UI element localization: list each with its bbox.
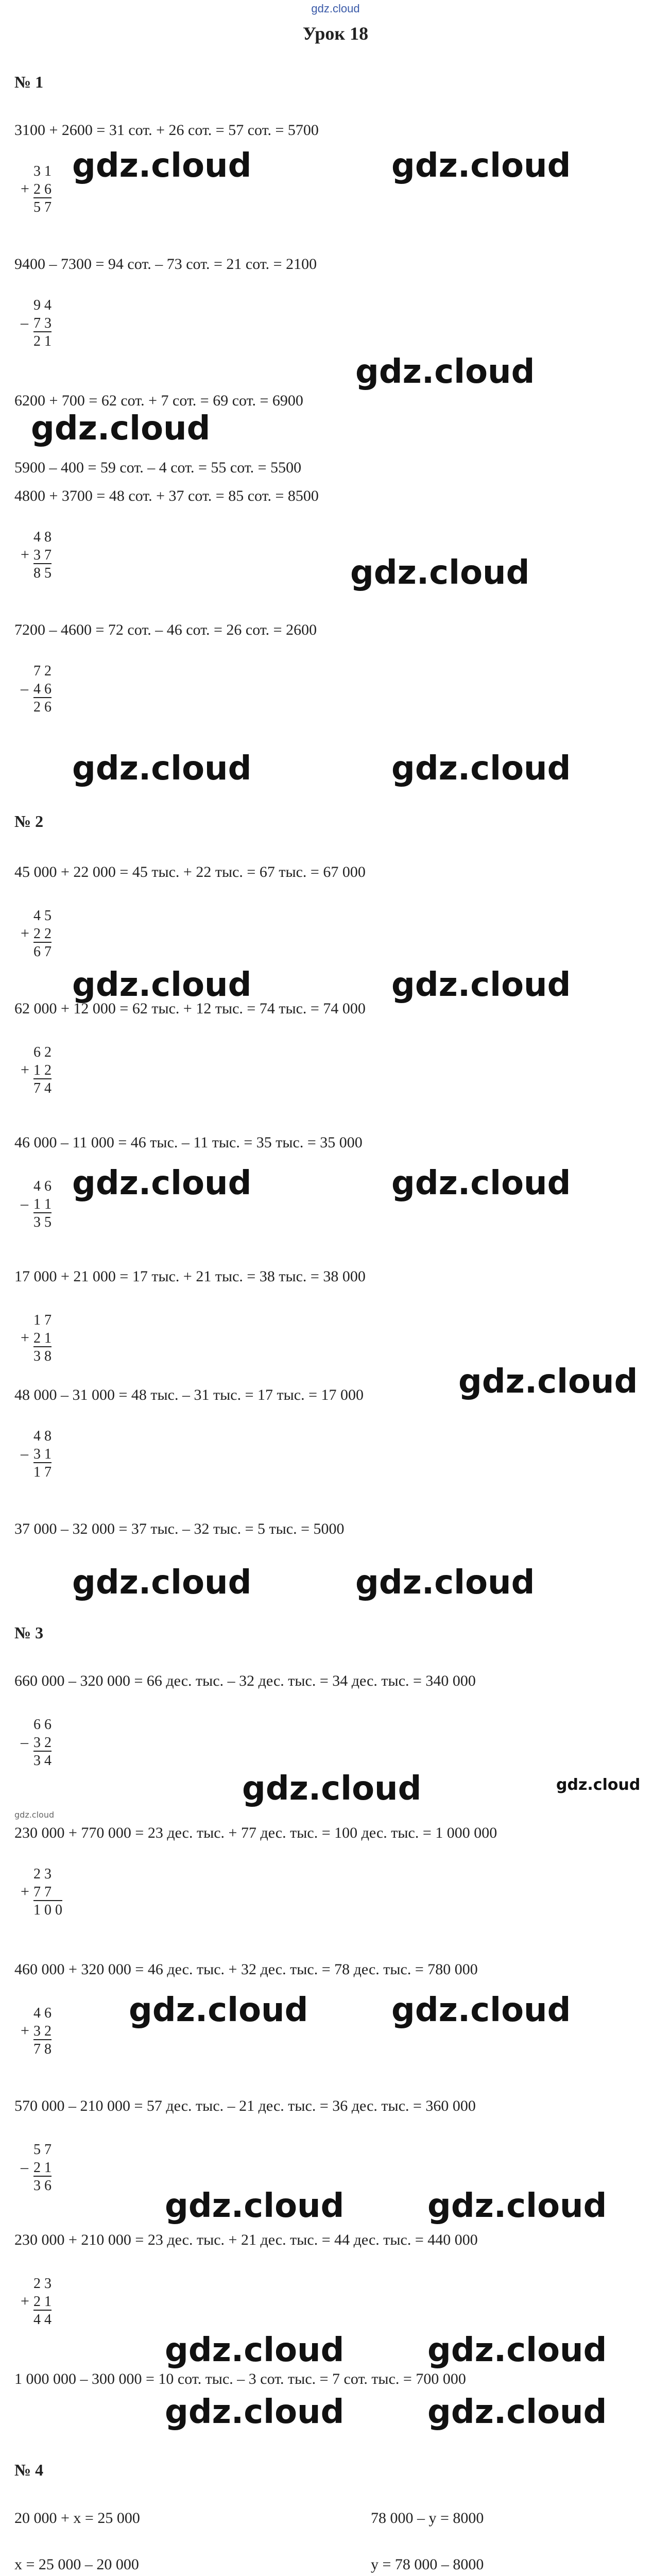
column-calc-1: 4 5 2 2 6 7 — [33, 908, 51, 960]
task-2-expr-2: 62 000 + 12 000 = 62 тыс. + 12 тыс. = 74 тыс. = 74 000 — [14, 1000, 366, 1017]
task-1-expr-5: 4800 + 3700 = 48 сот. + 37 сот. = 85 сот. = 8500 — [14, 487, 319, 504]
task-1-expr-6: 7200 – 4600 = 72 сот. – 46 сот. = 26 сот. = 2600 — [14, 621, 317, 638]
task-2-expr-3: 46 000 – 11 000 = 46 тыс. – 11 тыс. = 35 тыс. = 35 000 — [14, 1134, 363, 1151]
task-1-expr-2: 9400 – 7300 = 94 сот. – 73 сот. = 21 сот. = 2100 — [14, 256, 317, 273]
task-2-expr-4: 17 000 + 21 000 = 17 тыс. + 21 тыс. = 38 тыс. = 38 000 — [14, 1268, 366, 1285]
watermark: gdz.cloud — [355, 353, 535, 391]
watermark: gdz.cloud — [242, 1770, 422, 1808]
watermark: gdz.cloud — [556, 1776, 641, 1794]
col-op: + — [21, 1883, 29, 1900]
column-calc-2: 6 2 1 2 7 4 — [33, 1044, 51, 1096]
column-calc-6: 7 2 4 6 2 6 — [33, 663, 51, 715]
task-3-expr-5: 230 000 + 210 000 = 23 дес. тыс. + 21 дес. тыс. = 44 дес. тыс. = 440 000 — [14, 2231, 478, 2248]
column-calc-5: 4 8 3 7 8 5 — [33, 529, 51, 581]
watermark: gdz.cloud — [355, 1564, 535, 1602]
task-3-title: № 3 — [14, 1623, 44, 1642]
col-op: + — [21, 546, 29, 563]
column-calc-3: 4 6 3 2 7 8 — [33, 2005, 51, 2057]
watermark: gdz.cloud — [391, 1991, 571, 2029]
column-calc-1: 6 6 3 2 3 4 — [33, 1717, 51, 1769]
watermark: gdz.cloud — [391, 1164, 571, 1202]
watermark: gdz.cloud — [72, 147, 252, 185]
eq-L1-line-1: 20 000 + x = 25 000 — [14, 2510, 140, 2527]
col-op: – — [21, 1195, 28, 1212]
watermark: gdz.cloud — [72, 750, 252, 788]
task-2-expr-5: 48 000 – 31 000 = 48 тыс. – 31 тыс. = 17 тыс. = 17 000 — [14, 1386, 364, 1403]
task-1-expr-1: 3100 + 2600 = 31 сот. + 26 сот. = 57 сот. = 5700 — [14, 122, 319, 139]
column-calc-3: 4 6 1 1 3 5 — [33, 1178, 51, 1230]
watermark: gdz.cloud — [391, 147, 571, 185]
watermark: gdz.cloud — [14, 1810, 55, 1820]
task-3-expr-4: 570 000 – 210 000 = 57 дес. тыс. – 21 дес. тыс. = 36 дес. тыс. = 360 000 — [14, 2097, 476, 2114]
watermark: gdz.cloud — [427, 2393, 607, 2431]
col-op: – — [21, 2159, 28, 2176]
watermark: gdz.cloud — [427, 2331, 607, 2369]
lesson-title: Урок 18 — [302, 23, 369, 44]
watermark: gdz.cloud — [72, 1164, 252, 1202]
watermark: gdz.cloud — [391, 966, 571, 1004]
col-op: – — [21, 314, 28, 331]
column-calc-2: 9 4 7 3 2 1 — [33, 297, 51, 349]
column-calc-5: 2 3 2 1 4 4 — [33, 2276, 51, 2328]
column-calc-2: 2 3 7 7 1 0 0 — [33, 1866, 62, 1918]
watermark: gdz.cloud — [31, 410, 211, 448]
task-3-expr-1: 660 000 – 320 000 = 66 дес. тыс. – 32 дес. тыс. = 34 дес. тыс. = 340 000 — [14, 1672, 476, 1689]
site-header-link[interactable]: gdz.cloud — [311, 2, 360, 15]
watermark: gdz.cloud — [129, 1991, 308, 2029]
task-3-expr-2: 230 000 + 770 000 = 23 дес. тыс. + 77 дес. тыс. = 100 дес. тыс. = 1 000 000 — [14, 1824, 497, 1841]
watermark: gdz.cloud — [350, 554, 530, 592]
eq-R1-line-1: 78 000 – y = 8000 — [371, 2510, 484, 2527]
column-calc-1: 3 1 2 6 5 7 — [33, 163, 51, 215]
col-op: + — [21, 180, 29, 197]
task-1-expr-3: 6200 + 700 = 62 сот. + 7 сот. = 69 сот. = 6900 — [14, 392, 303, 409]
watermark: gdz.cloud — [72, 966, 252, 1004]
eq-R1-line-2: y = 78 000 – 8000 — [371, 2556, 484, 2573]
col-op: + — [21, 925, 29, 942]
eq-L1-line-2: x = 25 000 – 20 000 — [14, 2556, 139, 2573]
task-2-title: № 2 — [14, 812, 44, 831]
col-op: – — [21, 1445, 28, 1462]
watermark: gdz.cloud — [165, 2393, 345, 2431]
task-1-title: № 1 — [14, 73, 44, 91]
col-op: + — [21, 1061, 29, 1078]
task-3-expr-3: 460 000 + 320 000 = 46 дес. тыс. + 32 дес. тыс. = 78 дес. тыс. = 780 000 — [14, 1961, 478, 1978]
watermark: gdz.cloud — [165, 2187, 345, 2225]
task-2-expr-1: 45 000 + 22 000 = 45 тыс. + 22 тыс. = 67 тыс. = 67 000 — [14, 863, 366, 880]
column-calc-4: 5 7 2 1 3 6 — [33, 2142, 51, 2194]
task-1-expr-4: 5900 – 400 = 59 сот. – 4 сот. = 55 сот. = 5500 — [14, 459, 302, 476]
task-3-expr-6: 1 000 000 – 300 000 = 10 сот. тыс. – 3 сот. тыс. = 7 сот. тыс. = 700 000 — [14, 2370, 466, 2387]
watermark: gdz.cloud — [72, 1564, 252, 1602]
task-4-title: № 4 — [14, 2461, 44, 2479]
col-op: – — [21, 680, 28, 697]
col-op: – — [21, 1734, 28, 1751]
column-calc-5: 4 8 3 1 1 7 — [33, 1428, 51, 1480]
col-op: + — [21, 1329, 29, 1346]
task-2-expr-6: 37 000 – 32 000 = 37 тыс. – 32 тыс. = 5 тыс. = 5000 — [14, 1520, 345, 1537]
watermark: gdz.cloud — [165, 2331, 345, 2369]
watermark: gdz.cloud — [458, 1363, 638, 1401]
col-op: + — [21, 2293, 29, 2310]
col-op: + — [21, 2022, 29, 2039]
watermark: gdz.cloud — [391, 750, 571, 788]
column-calc-4: 1 7 2 1 3 8 — [33, 1312, 51, 1364]
watermark: gdz.cloud — [427, 2187, 607, 2225]
